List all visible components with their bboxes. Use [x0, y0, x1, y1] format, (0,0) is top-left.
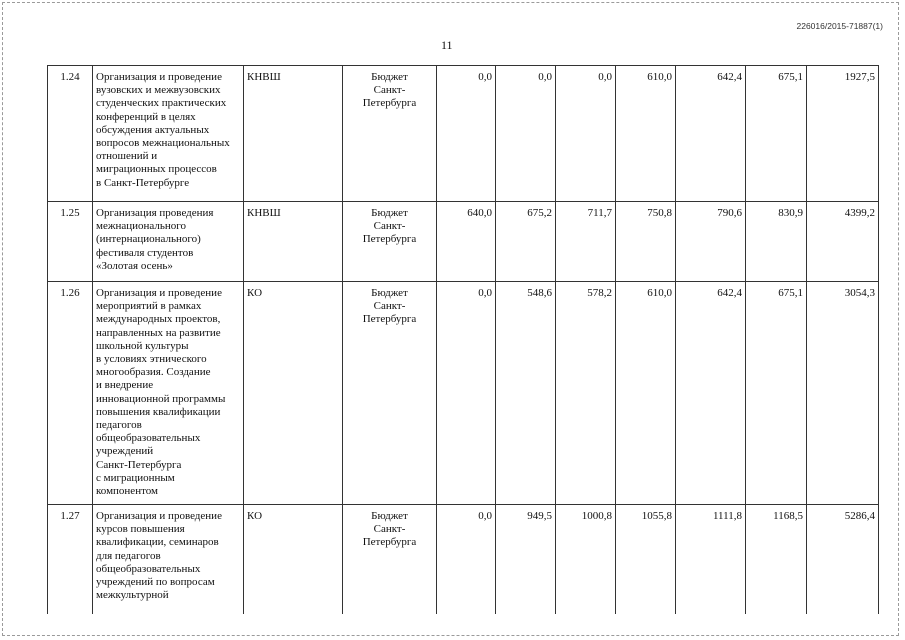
description-line: компонентом	[96, 485, 158, 498]
description-cell	[93, 202, 244, 282]
year-value-cell: 0,0	[437, 66, 496, 202]
total-value-cell: 4399,2	[807, 202, 879, 282]
row-number-cell: 1.25	[48, 202, 93, 282]
page-number: 11	[441, 38, 453, 52]
description-line: Организация проведения	[96, 207, 214, 219]
description-line: с миграционным	[96, 471, 175, 484]
description-line: отношений и	[96, 150, 158, 163]
description-line: курсов повышения	[96, 523, 185, 536]
year-value-cell: 675,1	[746, 282, 807, 505]
year-value-cell: 642,4	[676, 282, 746, 505]
year-value-cell: 1168,5	[746, 505, 807, 614]
table-row	[48, 282, 879, 505]
table-row	[48, 505, 879, 614]
description-line: миграционных процессов	[96, 163, 217, 176]
funding-source-cell	[343, 202, 437, 282]
description-line: вопросов межнациональных	[96, 137, 230, 150]
description-line: студенческих практических	[96, 97, 227, 110]
description-line: общеобразовательных	[96, 562, 201, 575]
year-value-cell: 1055,8	[616, 505, 676, 614]
description-line: учреждений по вопросам	[96, 576, 215, 589]
description-line: Организация и проведение	[96, 71, 222, 83]
description-line: квалификации, семинаров	[96, 536, 219, 549]
funding-source-line: Петербурга	[362, 313, 417, 326]
description-line: учреждений	[96, 445, 154, 458]
year-value-cell: 750,8	[616, 202, 676, 282]
description-line: многообразия. Создание	[96, 366, 211, 379]
year-value-cell: 548,6	[496, 282, 556, 505]
funding-source-line: Санкт-	[373, 220, 406, 233]
funding-source-line: Санкт-	[373, 523, 406, 536]
table-row	[48, 202, 879, 282]
description-line: инновационной программы	[96, 392, 226, 405]
total-value-cell: 5286,4	[807, 505, 879, 614]
description-line: международных проектов,	[96, 313, 221, 326]
funding-source-line: Петербурга	[362, 536, 417, 549]
year-value-cell: 610,0	[616, 66, 676, 202]
funding-source-line: Санкт-	[373, 300, 406, 313]
year-value-cell: 610,0	[616, 282, 676, 505]
year-value-cell: 642,4	[676, 66, 746, 202]
total-value-cell: 3054,3	[807, 282, 879, 505]
year-value-cell: 790,6	[676, 202, 746, 282]
year-value-cell: 711,7	[556, 202, 616, 282]
year-value-cell: 949,5	[496, 505, 556, 614]
description-line: общеобразовательных	[96, 432, 201, 445]
description-line: направленных на развитие	[96, 326, 221, 339]
executor-cell: КО	[244, 282, 343, 505]
description-cell	[93, 66, 244, 202]
total-value-cell: 1927,5	[807, 66, 879, 202]
funding-source-line: Бюджет	[371, 287, 408, 299]
year-value-cell: 578,2	[556, 282, 616, 505]
description-line: (интернационального)	[96, 233, 201, 246]
description-line: мероприятий в рамках	[96, 300, 202, 313]
description-line: Организация и проведение	[96, 510, 222, 522]
year-value-cell: 675,1	[746, 66, 807, 202]
funding-source-cell	[343, 66, 437, 202]
description-line: повышения квалификации	[96, 405, 221, 418]
description-line: Санкт-Петербурга	[96, 458, 182, 471]
description-line: в Санкт-Петербурге	[96, 176, 190, 189]
description-cell	[93, 282, 244, 505]
description-line: «Золотая осень»	[96, 259, 173, 272]
year-value-cell: 0,0	[437, 282, 496, 505]
funding-source-line: Бюджет	[371, 71, 408, 83]
description-line: фестиваля студентов	[96, 246, 194, 259]
description-line: конференций в целях	[96, 110, 196, 123]
year-value-cell: 1000,8	[556, 505, 616, 614]
year-value-cell: 0,0	[437, 505, 496, 614]
description-line: Организация и проведение	[96, 287, 222, 299]
executor-cell: КНВШ	[244, 202, 343, 282]
year-value-cell: 640,0	[437, 202, 496, 282]
description-line: межнационального	[96, 220, 186, 233]
row-number-cell: 1.27	[48, 505, 93, 614]
description-line: педагогов	[96, 419, 142, 432]
funding-source-line: Петербурга	[362, 97, 417, 110]
description-line: для педагогов	[96, 549, 161, 562]
description-line: и внедрение	[96, 379, 154, 392]
year-value-cell: 0,0	[556, 66, 616, 202]
funding-source-line: Бюджет	[371, 510, 408, 522]
document-id: 226016/2015-71887(1)	[796, 21, 883, 31]
executor-cell: КНВШ	[244, 66, 343, 202]
year-value-cell: 1111,8	[676, 505, 746, 614]
year-value-cell: 0,0	[496, 66, 556, 202]
funding-source-cell	[343, 282, 437, 505]
funding-source-line: Бюджет	[371, 207, 408, 219]
year-value-cell: 830,9	[746, 202, 807, 282]
description-line: межкультурной	[96, 589, 169, 602]
budget-table	[47, 65, 879, 614]
funding-source-cell	[343, 505, 437, 614]
funding-source-line: Санкт-	[373, 84, 406, 97]
funding-source-line: Петербурга	[362, 233, 417, 246]
row-number-cell: 1.26	[48, 282, 93, 505]
description-cell	[93, 505, 244, 614]
row-number-cell: 1.24	[48, 66, 93, 202]
description-line: обсуждения актуальных	[96, 123, 210, 136]
table-row	[48, 66, 879, 202]
description-line: вузовских и межвузовских	[96, 84, 221, 97]
executor-cell: КО	[244, 505, 343, 614]
description-line: школьной культуры	[96, 339, 189, 352]
description-line: в условиях этнического	[96, 353, 207, 366]
year-value-cell: 675,2	[496, 202, 556, 282]
